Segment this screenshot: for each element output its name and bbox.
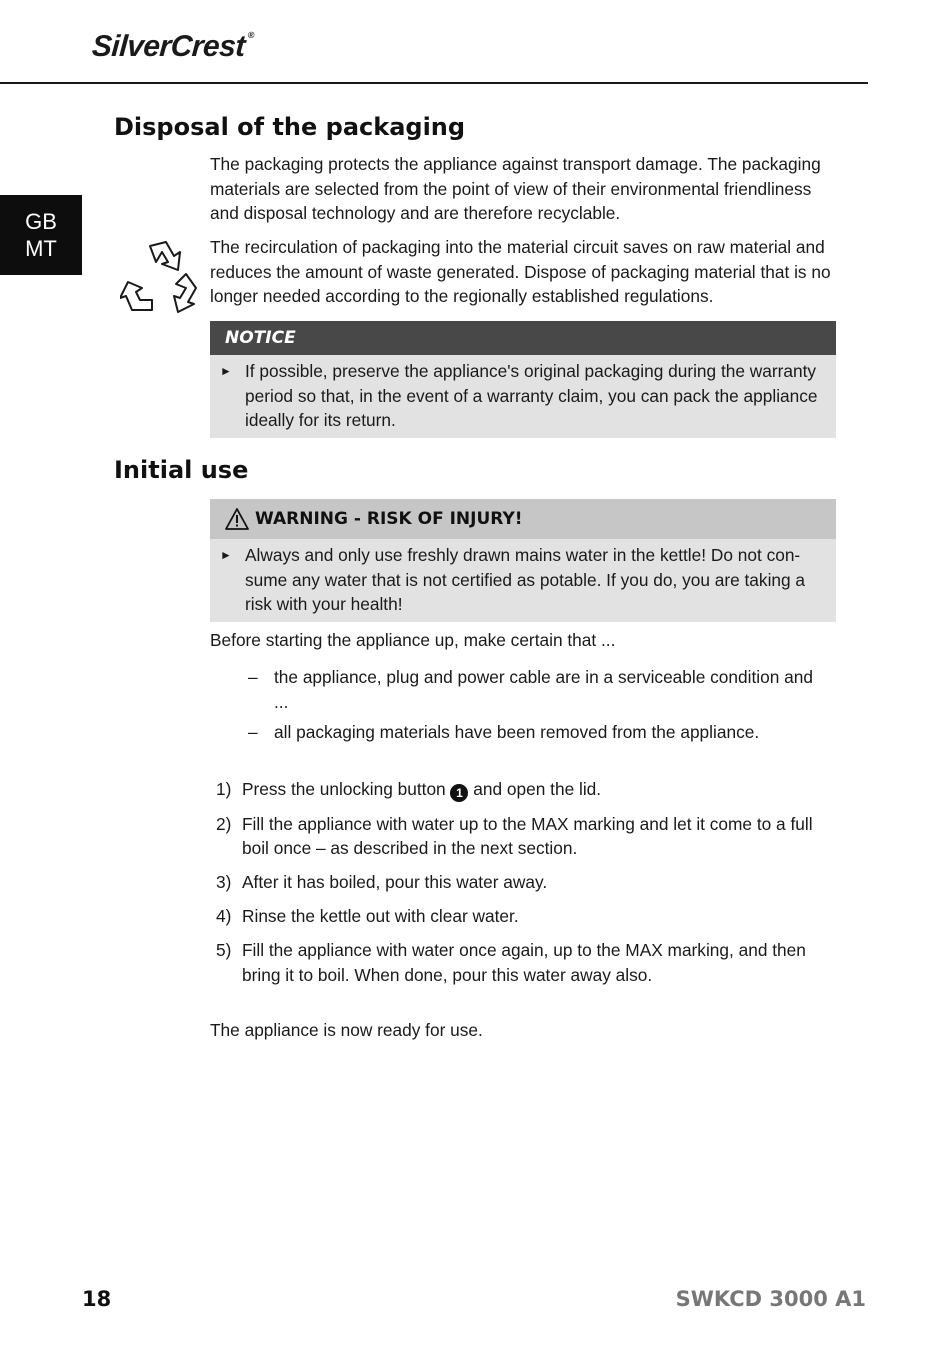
step-text: Fill the appliance with water once again, up to the MAX marking, and then bring it to boil. When done, pour this water away also.	[242, 940, 806, 985]
step-item	[216, 904, 816, 929]
recycle-icon	[120, 236, 204, 316]
warning-heading-text: WARNING - RISK OF INJURY!	[255, 509, 523, 529]
disposal-paragraph-1: The packaging protects the appliance against transport damage. The packaging materials are selected from the point of view of their environmental friendliness and disposal technology and are therefore recyclable.	[210, 154, 821, 223]
list-item: – all packaging materials have been removed from the appliance.	[248, 722, 760, 742]
precheck-list	[248, 665, 818, 751]
step-item	[216, 777, 816, 802]
step-text: Fill the appliance with water up to the MAX marking and let it come to a full boil once – as described in the next section.	[242, 813, 813, 858]
notice-text: If possible, preserve the appliance's original packaging during the warranty period so that, in the event of a warranty claim, you can pack the appliance ideally for its return.	[245, 361, 818, 430]
step-item	[216, 938, 816, 987]
initial-use-steps	[216, 777, 816, 997]
warning-heading	[210, 499, 836, 539]
registered-mark: ®	[247, 30, 255, 40]
disposal-paragraph-2: The recirculation of packaging into the material circuit saves on raw material and reduces the amount of waste generated. Dispose of packaging material that is no longer needed according to the regionally established regulations.	[210, 237, 831, 306]
step-number: 2)	[216, 813, 232, 834]
brand-logo	[91, 30, 254, 64]
warning-triangle-icon	[225, 508, 249, 530]
step-number: 5)	[216, 940, 232, 960]
language-code-mt: MT	[25, 236, 57, 261]
step-text: Rinse the kettle out with clear water.	[242, 906, 519, 926]
model-number: SWKCD 3000 A1	[675, 1287, 866, 1311]
warning-item	[210, 539, 836, 622]
brand-name: SilverCrest	[90, 30, 247, 63]
header-rule	[0, 82, 868, 84]
step-text: Press the unlocking button	[242, 779, 446, 799]
list-item: – the appliance, plug and power cable are in a serviceable condition and ...	[248, 667, 813, 712]
page-number: 18	[82, 1287, 112, 1311]
section-title-initial-use: Initial use	[114, 456, 249, 484]
list-item-text: the appliance, plug and power cable are in a serviceable condition and ...	[274, 667, 813, 712]
warning-box	[210, 499, 836, 622]
bullet-arrow-icon: ►	[220, 548, 232, 562]
bullet-arrow-icon: ►	[220, 364, 232, 378]
initial-use-intro: Before starting the appliance up, make certain that ...	[210, 630, 616, 650]
warning-text: Always and only use freshly drawn mains water in the kettle! Do not con-sume any water that is not certified as potable. If you do, you are taking a risk with your health!	[245, 545, 806, 614]
notice-box	[210, 321, 836, 438]
section-title-disposal: Disposal of the packaging	[114, 113, 466, 141]
step-text: and open the lid.	[473, 779, 602, 799]
step-item	[216, 870, 816, 895]
step-number: 1)	[216, 779, 232, 799]
notice-item	[210, 355, 836, 438]
step-text: After it has boiled, pour this water away.	[242, 872, 548, 892]
step-number: 3)	[216, 872, 232, 892]
step-number: 4)	[216, 906, 232, 926]
step-item	[216, 812, 816, 861]
language-code-gb: GB	[25, 209, 57, 234]
notice-heading: NOTICE	[210, 321, 836, 355]
unlock-button-marker: 1	[450, 784, 468, 802]
list-item-text: all packaging materials have been removed from the appliance.	[274, 722, 760, 742]
closing-text: The appliance is now ready for use.	[210, 1020, 483, 1040]
language-tab	[0, 195, 82, 275]
